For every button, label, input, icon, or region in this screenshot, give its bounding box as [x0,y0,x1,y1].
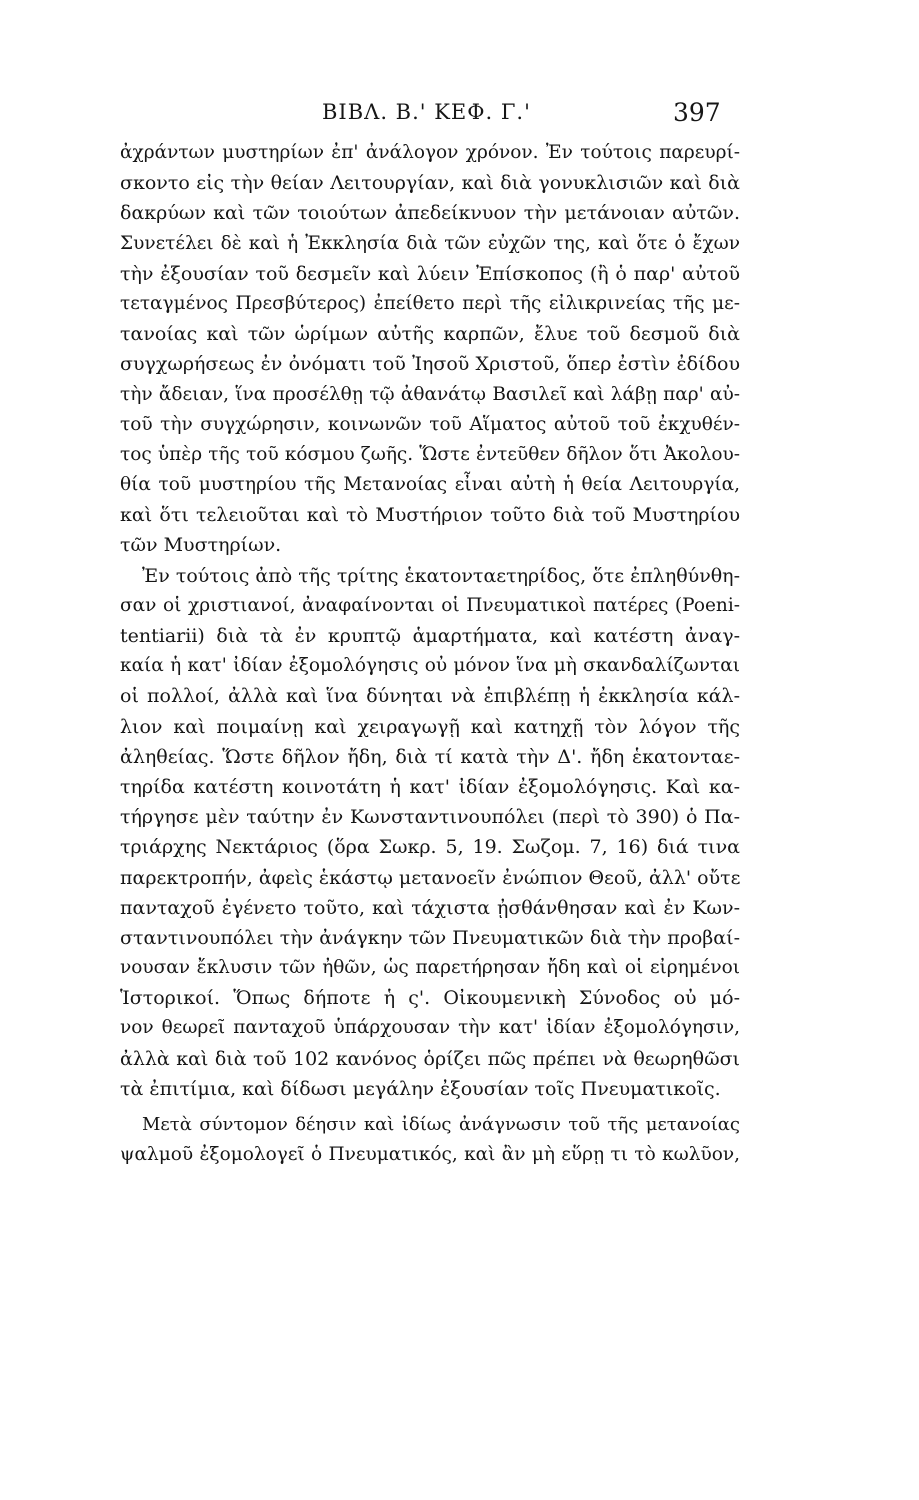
text-line: ἀχράντων μυστηρίων ἐπ' ἀνάλογον χρόνον. Ἐν τούτοις παρευρί- [120,142,740,163]
text-line: νουσαν ἔκλυσιν τῶν ἠθῶν, ὡς παρετήρησαν ἤδη καὶ οἱ εἰρημένοι [120,957,740,979]
text-line: Ἱστορικοί. Ὅπως δήποτε ἡ ς'. Οἰκουμενικὴ Σύνοδος οὐ μό- [120,987,740,1010]
text-line: τος ὑπὲρ τῆς τοῦ κόσμου ζωῆς. Ὥστε ἐντεῦθεν δῆλον ὅτι Ἀκολου- [120,443,740,465]
text-line: τριάρχης Νεκτάριος (ὅρα Σωκρ. 5, 19. Σωζομ. 7, 16) διά τινα [120,836,740,859]
text-line: ἀληθείας. Ὥστε δῆλον ἤδη, διὰ τί κατὰ τὴν Δ'. ἤδη ἑκατονταε- [120,745,740,768]
text-line: τὰ ἐπιτίμια, καὶ δίδωσι μεγάλην ἐξουσίαν τοῖς Πνευματικοῖς. [120,1077,721,1100]
text-line: τήργησε μὲν ταύτην ἐν Κωνσταντινουπόλει (περὶ τὸ 390) ὁ Πα- [120,806,740,829]
paragraph [120,561,740,1104]
running-head: ΒΙΒΛ. Β.' ΚΕΦ. Γ.' [322,100,531,124]
text-line: δακρύων καὶ τῶν τοιούτων ἀπεδείκνυον τὴν μετάνοιαν αὐτῶν. [120,202,740,225]
paragraph [120,138,740,561]
paragraph [120,1110,740,1170]
text-line: νον θεωρεῖ πανταχοῦ ὑπάρχουσαν τὴν κατ' ἰδίαν ἐξομολόγησιν, [120,1017,740,1039]
text-line: σαν οἱ χριστιανοί, ἀναφαίνονται οἱ Πνευματικοὶ πατέρες (Poeni- [120,594,740,616]
text-line: τεταγμένος Πρεσβύτερος) ἐπείθετο περὶ τῆς εἰλικρινείας τῆς με- [120,292,740,314]
text-line: συγχωρήσεως ἐν ὀνόματι τοῦ Ἰησοῦ Χριστοῦ, ὅπερ ἐστὶν ἐδίδου [120,353,740,376]
text-line: λιον καὶ ποιμαίνῃ καὶ χειραγωγῇ καὶ κατηχῇ τὸν λόγον τῆς [120,715,740,738]
text-line: tentiarii) διὰ τὰ ἐν κρυπτῷ ἁμαρτήματα, καὶ κατέστη ἀναγ- [120,625,740,647]
text-line: τηρίδα κατέστη κοινοτάτη ἡ κατ' ἰδίαν ἐξομολόγησις. Καὶ κα- [120,775,740,798]
text-line: πανταχοῦ ἐγένετο τοῦτο, καὶ τάχιστα ᾐσθάνθησαν καὶ ἐν Κων- [120,896,740,919]
text-line: τὴν ἄδειαν, ἵνα προσέλθῃ τῷ ἀθανάτῳ Βασιλεῖ καὶ λάβῃ παρ' αὐ- [120,383,740,405]
text-line: οἱ πολλοί, ἀλλὰ καὶ ἵνα δύνηται νὰ ἐπιβλέπῃ ἡ ἐκκλησία κάλ- [120,685,740,708]
text-line: τῶν Μυστηρίων. [120,534,282,557]
text-line: σκοντο εἰς τὴν θείαν Λειτουργίαν, καὶ διὰ γονυκλισιῶν καὶ διὰ [120,172,740,195]
text-line: παρεκτροπήν, ἀφεὶς ἑκάστῳ μετανοεῖν ἐνώπιον Θεοῦ, ἀλλ' οὔτε [120,866,740,889]
text-line: Συνετέλει δὲ καὶ ἡ Ἐκκλησία διὰ τῶν εὐχῶν της, καὶ ὅτε ὁ ἔχων [120,232,740,254]
text-line: τοῦ τὴν συγχώρησιν, κοινωνῶν τοῦ Αἵματος αὐτοῦ τοῦ ἐκχυθέν- [120,413,740,435]
text-line: τὴν ἐξουσίαν τοῦ δεσμεῖν καὶ λύειν Ἐπίσκοπος (ἢ ὁ παρ' αὐτοῦ [120,262,740,285]
text-line: ἀλλὰ καὶ διὰ τοῦ 102 κανόνος ὁρίζει πῶς πρέπει νὰ θεωρηθῶσι [120,1047,740,1070]
text-line: Μετὰ σύντομον δέησιν καὶ ἰδίως ἀνάγνωσιν τοῦ τῆς μετανοίας [142,1114,740,1135]
text-line: τανοίας καὶ τῶν ὡρίμων αὐτῆς καρπῶν, ἔλυε τοῦ δεσμοῦ διὰ [120,323,740,346]
page-number: 397 [673,98,721,127]
body-text [120,138,740,1170]
text-line: σταντινουπόλει τὴν ἀνάγκην τῶν Πνευματικῶν διὰ τὴν προβαί- [120,926,740,949]
text-line: Ἐν τούτοις ἀπὸ τῆς τρίτης ἑκατονταετηρίδος, ὅτε ἐπληθύνθη- [142,564,740,587]
text-line: ψαλμοῦ ἐξομολογεῖ ὁ Πνευματικός, καὶ ἂν μὴ εὕρῃ τι τὸ κωλῦον, [120,1144,740,1166]
text-line: καὶ ὅτι τελειοῦται καὶ τὸ Μυστήριον τοῦτο διὰ τοῦ Μυστηρίου [120,504,740,527]
text-line: θία τοῦ μυστηρίου τῆς Μετανοίας εἶναι αὐτὴ ἡ θεία Λειτουργία, [120,474,740,496]
text-line: καία ἡ κατ' ἰδίαν ἐξομολόγησις οὐ μόνον ἵνα μὴ σκανδαλίζωνται [120,655,740,677]
